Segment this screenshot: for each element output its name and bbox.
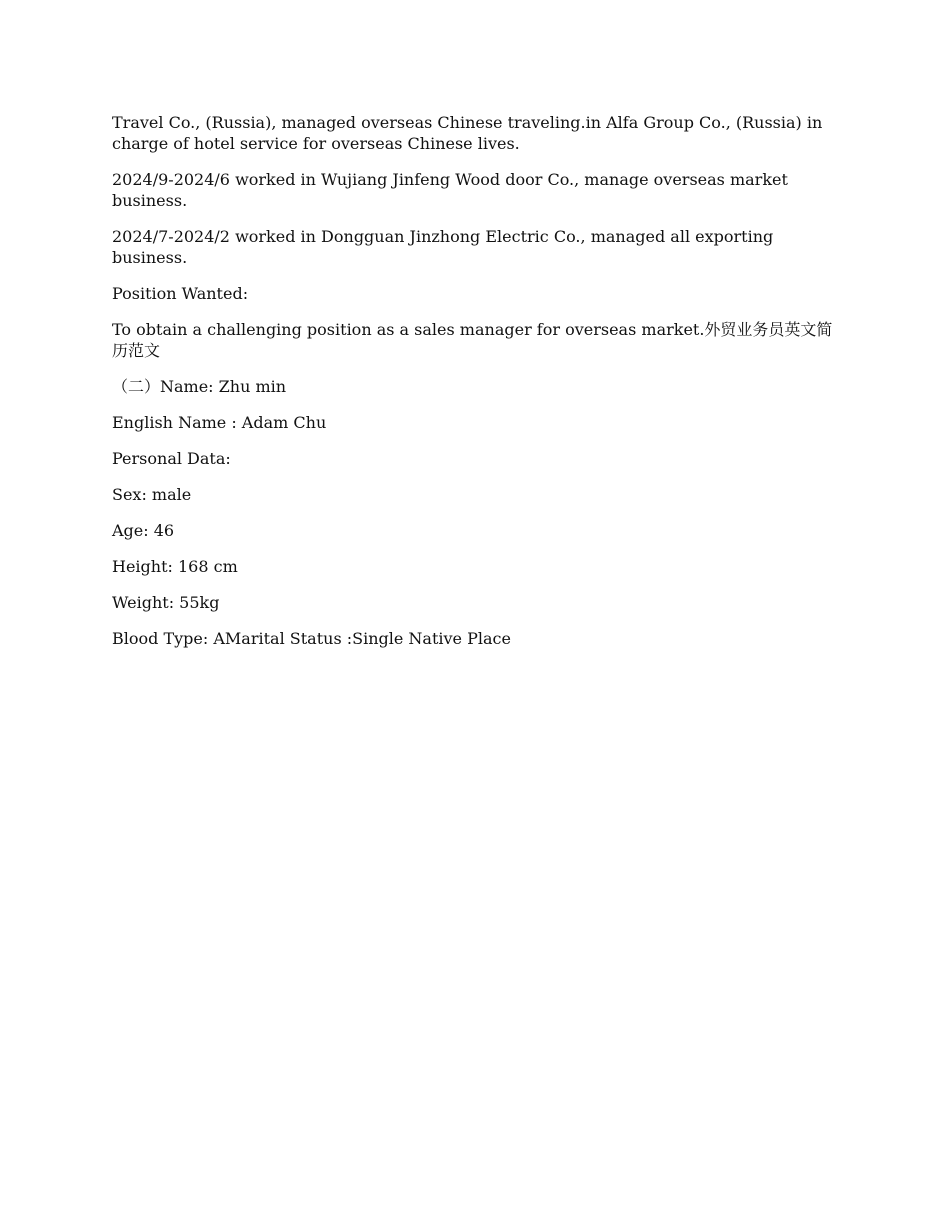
heading-personal-data: Personal Data: xyxy=(112,449,231,468)
paragraph-work-dongguan: 2024/7-2024/2 worked in Dongguan Jinzhong Electric Co., managed all exporting business. xyxy=(112,227,774,267)
field-weight: Weight: 55kg xyxy=(112,593,220,612)
document-body xyxy=(112,112,842,664)
field-age: Age: 46 xyxy=(112,521,175,540)
field-name: （二）Name: Zhu min xyxy=(112,377,287,396)
field-sex: Sex: male xyxy=(112,485,192,504)
field-blood-marital-native: Blood Type: AMarital Status :Single Native Place xyxy=(112,629,511,648)
paragraph-work-wujiang: 2024/9-2024/6 worked in Wujiang Jinfeng Wood door Co., manage overseas market business. xyxy=(112,170,788,210)
field-english-name: English Name : Adam Chu xyxy=(112,413,327,432)
heading-position-wanted: Position Wanted: xyxy=(112,284,249,303)
paragraph-objective: To obtain a challenging position as a sales manager for overseas market.外贸业务员英文简历范文 xyxy=(112,320,833,360)
field-height: Height: 168 cm xyxy=(112,557,238,576)
paragraph-work-russia: Travel Co., (Russia), managed overseas Chinese traveling.in Alfa Group Co., (Russia) in charge of hotel service for overseas Chinese lives. xyxy=(112,113,823,153)
